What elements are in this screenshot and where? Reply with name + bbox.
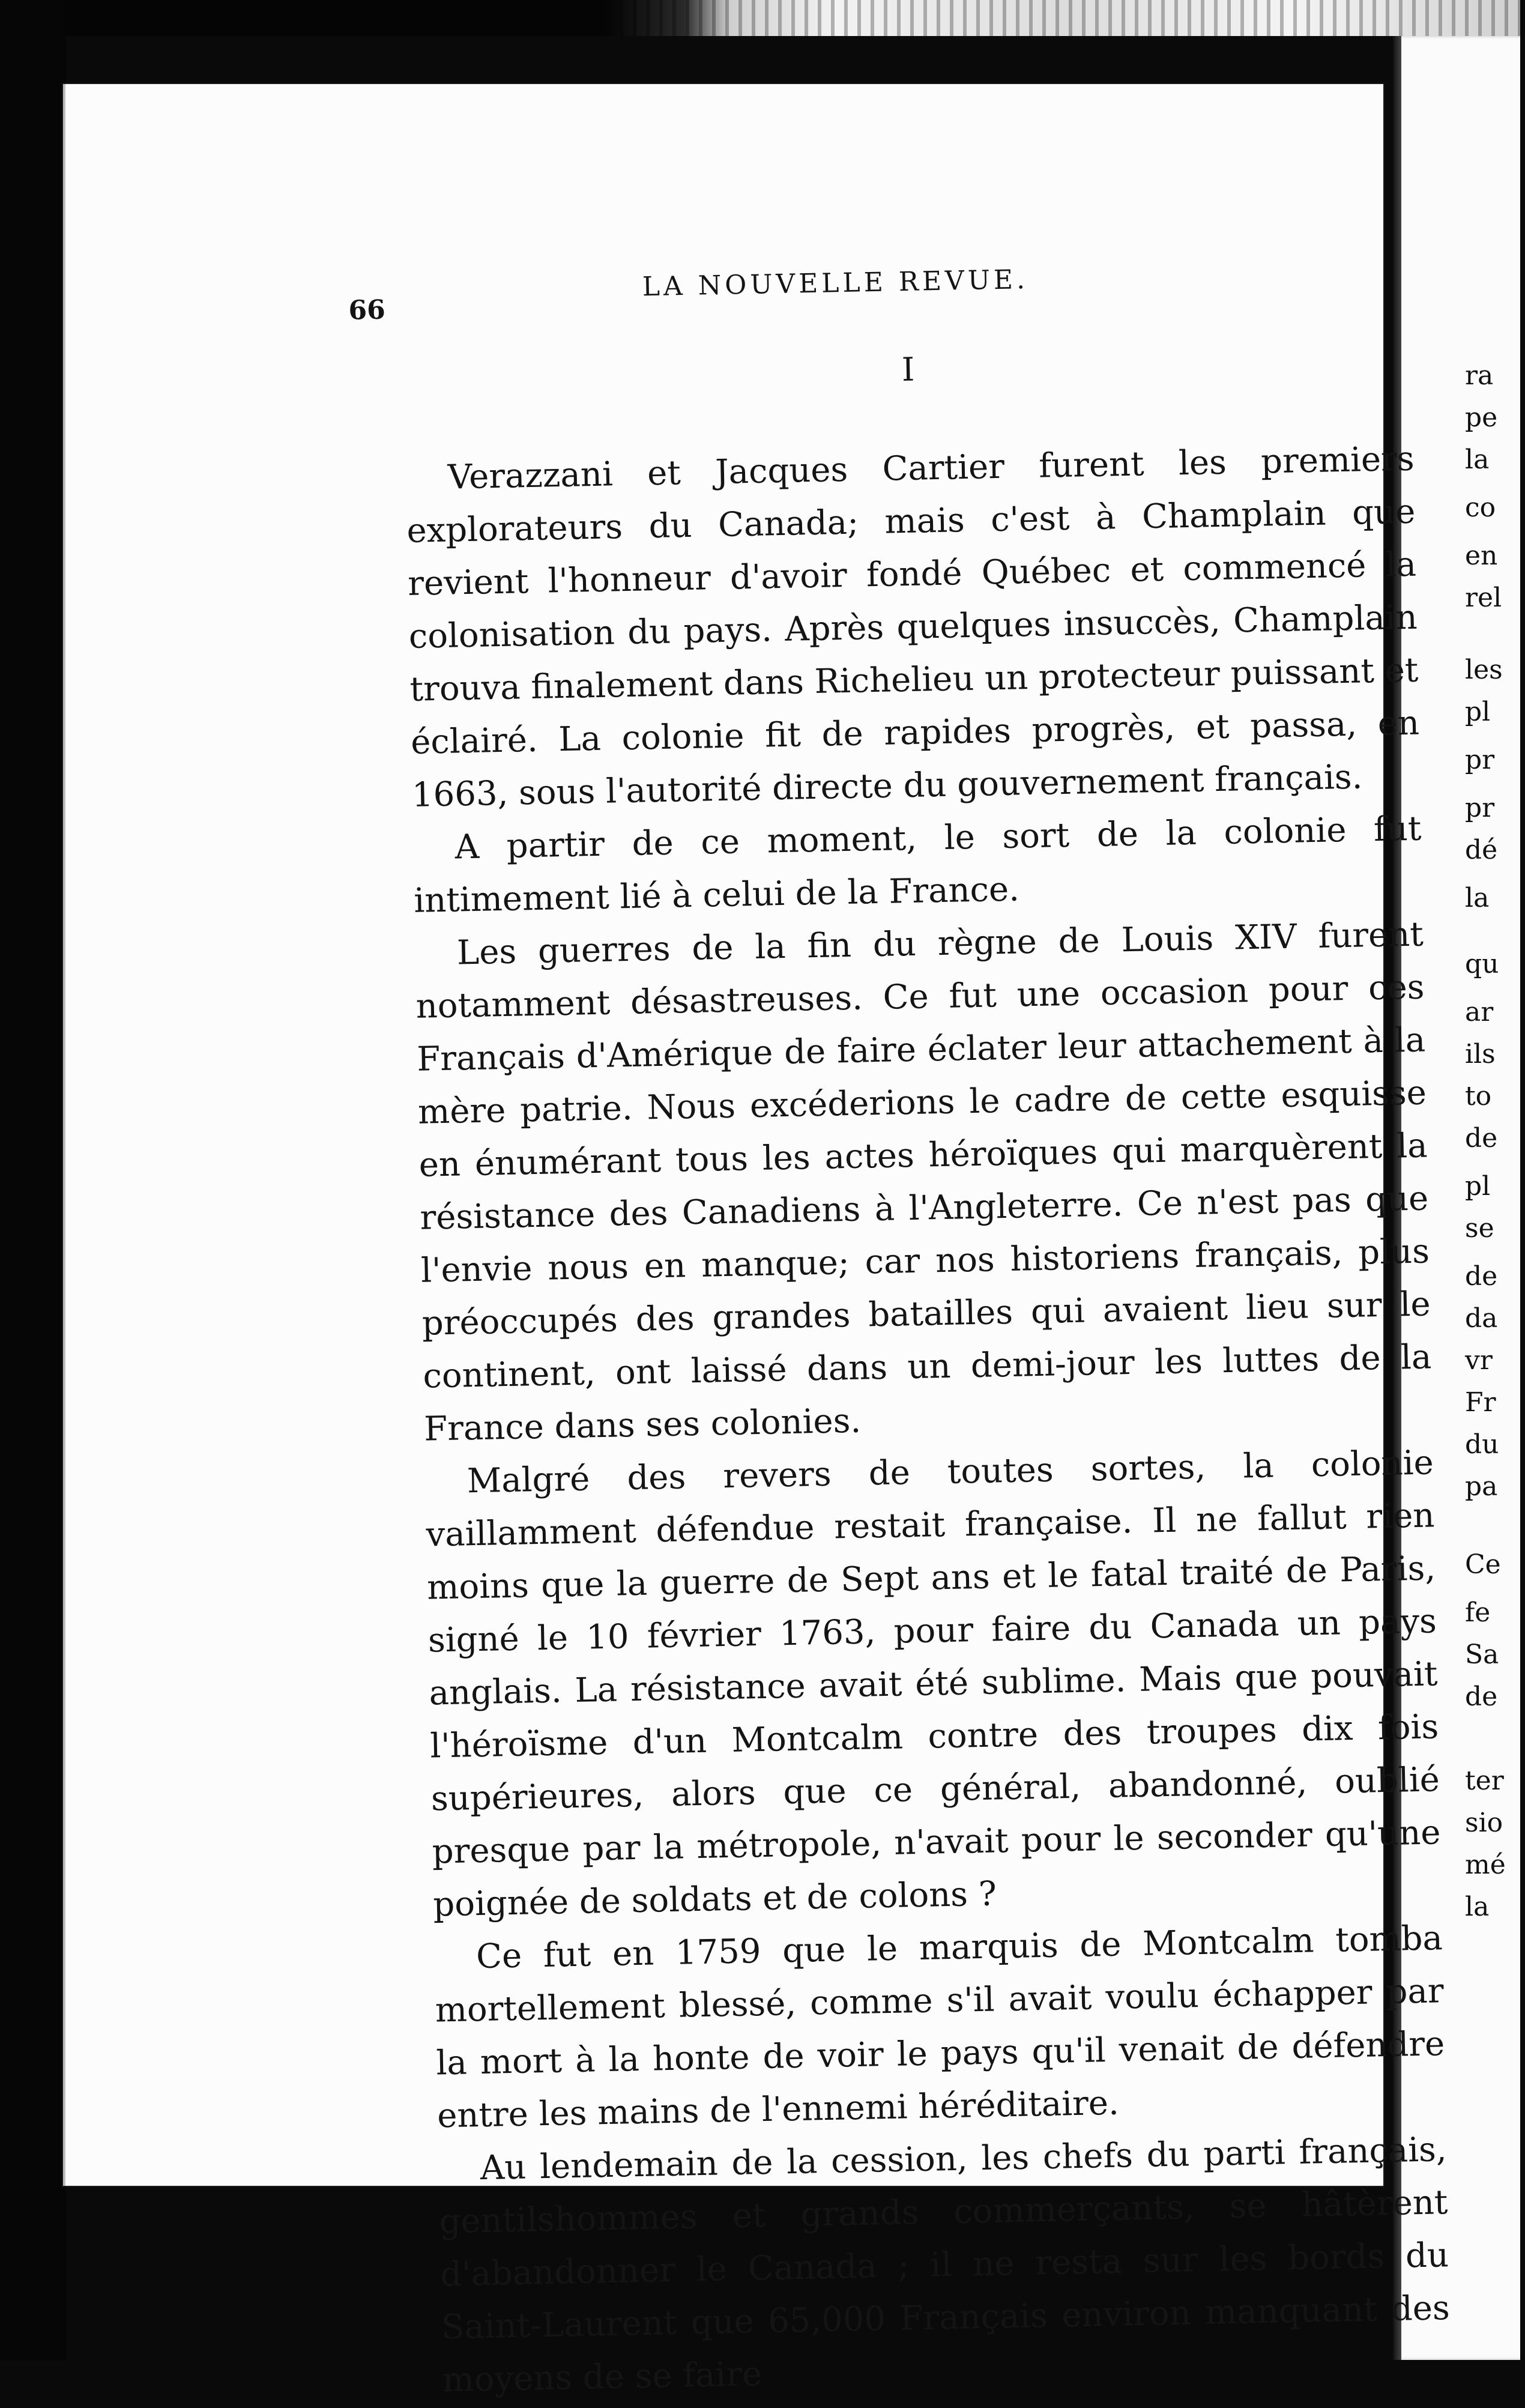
facing-page-fragment: sio (1465, 1808, 1503, 1838)
facing-page-fragment: pl (1465, 1171, 1491, 1202)
facing-page-fragment: ra (1465, 360, 1494, 391)
facing-page-fragment: en (1465, 540, 1498, 571)
facing-page-fragment: les (1465, 655, 1503, 685)
facing-page-fragment: Ce (1465, 1549, 1501, 1580)
facing-page-fragment: da (1465, 1303, 1498, 1334)
page-content (348, 245, 1451, 2407)
paragraph: A partir de ce moment, le sort de la colonie fut intimement lié à celui de la France. (413, 809, 1422, 921)
facing-page-fragment: de (1465, 1123, 1498, 1154)
paragraph: Verazzani et Jacques Cartier furent les premiers explorateurs du Canada; mais c'est à Champlain que revient l'honneur d'avoir fondé Québec et commencé la colonisation du pays. Après quelques insuccès, Champlain trouva finalement dans Richelieu un protecteur puissant et éclairé. La colonie fit de rapides progrès, et passa, en 1663, sous l'autorité directe du gouvernement français. (406, 439, 1420, 815)
paragraph: Malgré des revers de toutes sortes, la colonie vaillamment défendue restait française. Il ne fallut rien moins que la guerre de Sept ans et le fatal traité de Paris, signé le 10 février 1763, pour faire du Canada un pays anglais. La résistance avait été sublime. Mais que pouvait l'héroïsme d'un Montcalm contre des troupes dix fois supérieures, alors que ce général, abandonné, oublié presque par la métropole, n'avait pour le seconder qu'une poignée de soldats et de colons ? (426, 1443, 1442, 1925)
facing-page-fragment: to (1465, 1081, 1492, 1112)
facing-page-fragment: vr (1465, 1345, 1493, 1376)
page-number: 66 (348, 294, 386, 326)
facing-page-fragment: du (1465, 1429, 1499, 1460)
paragraph: Ce fut en 1759 que le marquis de Montcalm tomba mortellement blessé, comme s'il avait voulu échapper par la mort à la honte de voir le pays qu'il venait de défendre entre les mains de l'ennemi héréditaire. (435, 1919, 1445, 2136)
facing-page-fragment: pe (1465, 402, 1498, 433)
facing-page-fragment: mé (1465, 1850, 1506, 1880)
facing-page-fragment: ils (1465, 1039, 1496, 1069)
facing-page-fragment: la (1465, 444, 1490, 475)
scan-top-strip (0, 0, 1520, 36)
paragraph: Les guerres de la fin du règne de Louis XIV furent notamment désastreuses. Ce fut une occasion pour ces Français d'Amérique de faire éclater leur attachement à la mère patrie. Nous excéderions le cadre de cette esquisse en énumérant tous les actes héroïques qui marquèrent la résistance des Canadiens à l'Angleterre. Ce n'est pas que l'envie nous en manque; car nos historiens français, plus préoccupés des grandes batailles qui avaient lieu sur le continent, ont laissé dans un demi-jour les luttes de la France dans ses colonies. (415, 915, 1432, 1449)
paragraph: Au lendemain de la cession, les chefs du parti français, gentilshommes et grands commerçants, se hâtèrent d'abandonner le Canada ; il ne resta sur les bords du Saint-Laurent que 65,000 Français environ manquant des moyens de se faire (438, 2130, 1451, 2400)
facing-page-fragment: de (1465, 1681, 1498, 1712)
facing-page-fragment: rel (1465, 582, 1502, 613)
running-head: LA NOUVELLE REVUE. (642, 264, 1029, 303)
facing-page-fragment: ar (1465, 997, 1494, 1027)
scan-left-edge (0, 0, 66, 2360)
facing-page-fragment: Fr (1465, 1387, 1496, 1418)
facing-page-fragment: pl (1465, 697, 1491, 727)
page-header (348, 245, 1412, 336)
section-heading: I (901, 350, 915, 389)
facing-page-fragment: co (1465, 492, 1496, 523)
facing-page-fragment: se (1465, 1213, 1494, 1244)
body-text (405, 433, 1451, 2407)
facing-page-fragment: fe (1465, 1597, 1491, 1628)
book-page (63, 84, 1451, 2400)
facing-page-fragment: la (1465, 1892, 1490, 1922)
scan-bars (620, 0, 1520, 36)
facing-page-fragment: la (1465, 883, 1490, 913)
facing-page-fragment: pr (1465, 793, 1495, 823)
facing-page-fragment: pr (1465, 745, 1495, 775)
facing-page-fragment: Sa (1465, 1639, 1499, 1670)
facing-page-fragment: ter (1465, 1765, 1504, 1796)
facing-page-fragment: dé (1465, 835, 1498, 865)
facing-page-fragment: pa (1465, 1471, 1498, 1502)
facing-page-fragment: de (1465, 1261, 1498, 1292)
facing-page-fragment: qu (1465, 949, 1499, 979)
